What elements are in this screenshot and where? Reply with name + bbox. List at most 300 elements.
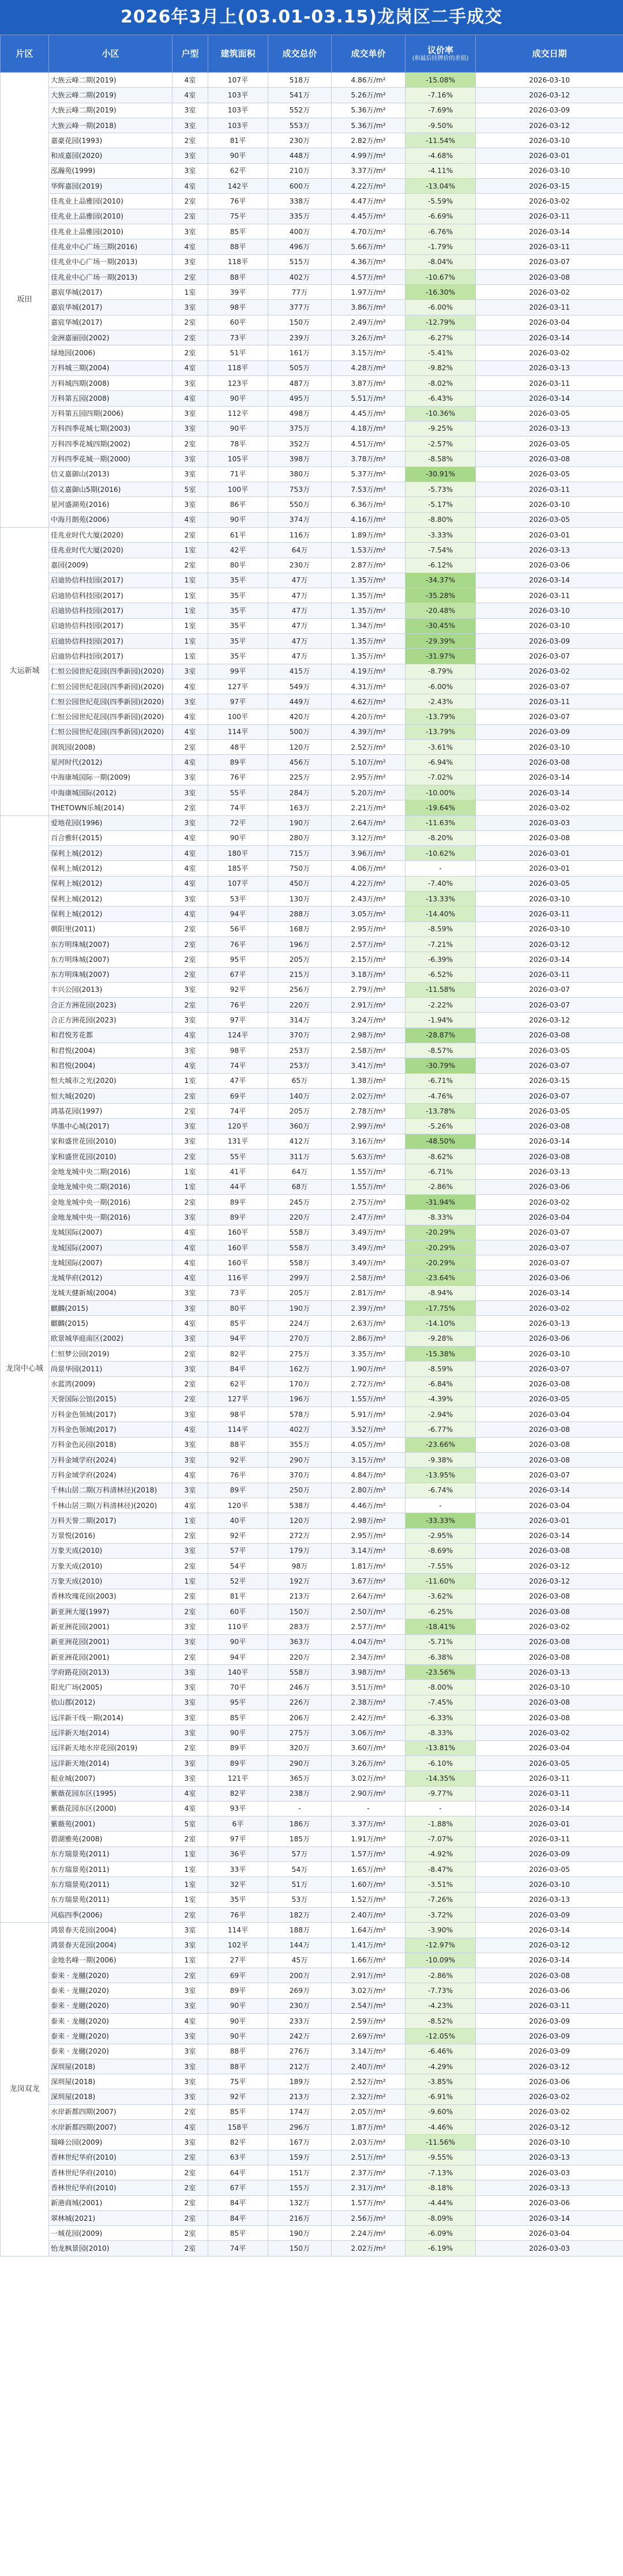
layout-cell: 3室 [172,224,208,239]
total-price-cell: 47万 [268,603,332,618]
total-price-cell: 190万 [268,1301,332,1316]
community-cell: 恒大城市之光(2020) [49,1073,172,1088]
table-row [1,437,623,452]
area-cell: 85平 [208,1710,268,1725]
community-cell: 信义嘉御山(2013) [49,467,172,482]
discount-cell: -7.69% [406,103,476,118]
date-cell: 2026-03-15 [476,179,623,194]
area-cell: 74平 [208,800,268,815]
community-cell: 阳光广场(2005) [49,1680,172,1695]
date-cell: 2026-03-07 [476,649,623,664]
discount-cell: -3.33% [406,527,476,542]
area-cell: 35平 [208,603,268,618]
unit-price-cell: 2.58万/m² [332,1043,406,1058]
date-cell: 2026-03-11 [476,967,623,982]
discount-cell: -2.43% [406,694,476,709]
total-price-cell: 549万 [268,679,332,694]
date-cell: 2026-03-07 [476,679,623,694]
table-row [1,2226,623,2241]
discount-cell: -4.11% [406,163,476,178]
community-cell: 瑞峰公园(2009) [49,2135,172,2150]
table-row [1,2059,623,2074]
date-cell: 2026-03-06 [476,558,623,573]
area-cell: 74平 [208,2241,268,2256]
discount-cell: -5.73% [406,482,476,497]
total-price-cell: 225万 [268,770,332,785]
transactions-table [0,35,623,2257]
table-row [1,133,623,148]
layout-cell: 1室 [172,1073,208,1088]
total-price-cell: 299万 [268,1270,332,1285]
community-cell: 鸿基花园(1997) [49,1104,172,1119]
discount-cell: -11.56% [406,2135,476,2150]
community-cell: 佳兆业上品雅园(2010) [49,194,172,209]
table-row [1,1149,623,1164]
community-cell: 紫薇花园东区(1995) [49,1786,172,1801]
date-cell: 2026-03-09 [476,103,623,118]
total-price-cell: 487万 [268,375,332,390]
total-price-cell: 355万 [268,1437,332,1452]
date-cell: 2026-03-05 [476,876,623,891]
total-price-cell: 144万 [268,1938,332,1953]
table-row [1,861,623,876]
header-community: 小区 [49,35,172,73]
unit-price-cell: 2.51万/m² [332,2150,406,2165]
total-price-cell: 196万 [268,937,332,952]
discount-cell: -12.79% [406,315,476,330]
total-price-cell: 290万 [268,1453,332,1468]
area-cell: 95平 [208,1695,268,1710]
unit-price-cell: 1.97万/m² [332,285,406,300]
district-cell: 龙岗中心城 [1,815,49,1923]
table-row [1,815,623,830]
total-price-cell: 276万 [268,2044,332,2059]
date-cell: 2026-03-13 [476,2180,623,2195]
area-cell: 142平 [208,179,268,194]
layout-cell: 3室 [172,1998,208,2013]
discount-cell: -19.64% [406,800,476,815]
table-row [1,740,623,755]
community-cell: 欧景城华庭南区(2002) [49,1331,172,1346]
date-cell: 2026-03-08 [476,1119,623,1134]
date-cell: 2026-03-07 [476,1468,623,1483]
discount-cell: -31.94% [406,1194,476,1209]
table-row [1,1270,623,1285]
community-cell: 泰来 · 龙樾(2020) [49,1968,172,1983]
table-row [1,1240,623,1255]
table-row [1,88,623,103]
date-cell: 2026-03-12 [476,1938,623,1953]
community-cell: 万象天成(2010) [49,1574,172,1589]
layout-cell: 3室 [172,1923,208,1938]
unit-price-cell: 2.69万/m² [332,2029,406,2044]
layout-cell: 4室 [172,1255,208,1270]
discount-cell: -2.22% [406,998,476,1013]
discount-cell: -3.85% [406,2074,476,2089]
table-row [1,1847,623,1862]
area-cell: 42平 [208,543,268,558]
area-cell: 86平 [208,497,268,512]
discount-cell: -9.55% [406,2150,476,2165]
total-price-cell: 239万 [268,330,332,345]
date-cell: 2026-03-08 [476,1968,623,1983]
discount-cell: -6.27% [406,330,476,345]
community-cell: 远洋新天地水岸花园(2019) [49,1740,172,1755]
total-price-cell: 233万 [268,2014,332,2029]
discount-cell: -1.94% [406,1013,476,1028]
discount-cell: -17.75% [406,1301,476,1316]
unit-price-cell: 2.99万/m² [332,1119,406,1134]
layout-cell: 2室 [172,2195,208,2210]
table-row [1,1316,623,1331]
unit-price-cell: 3.02万/m² [332,1983,406,1998]
discount-cell: -8.47% [406,1862,476,1877]
community-cell: 恒大城(2020) [49,1088,172,1103]
total-price-cell: 230万 [268,1998,332,2013]
date-cell: 2026-03-12 [476,1013,623,1028]
date-cell: 2026-03-10 [476,740,623,755]
date-cell: 2026-03-08 [476,1695,623,1710]
date-cell: 2026-03-04 [476,2226,623,2241]
community-cell: 万科四季花城七期(2003) [49,421,172,436]
discount-cell: -2.95% [406,1528,476,1543]
unit-price-cell: 1.35万/m² [332,573,406,588]
area-cell: 103平 [208,88,268,103]
layout-cell: 1室 [172,633,208,648]
area-cell: 85平 [208,2104,268,2119]
total-price-cell: 162万 [268,1362,332,1377]
layout-cell: 3室 [172,1210,208,1225]
community-cell: 东方明珠城(2007) [49,967,172,982]
unit-price-cell: 4.19万/m² [332,664,406,679]
unit-price-cell: 2.79万/m² [332,982,406,997]
unit-price-cell: 2.32万/m² [332,2089,406,2104]
area-cell: 41平 [208,1164,268,1179]
total-price-cell: 220万 [268,1210,332,1225]
area-cell: 90平 [208,2029,268,2044]
layout-cell: 4室 [172,1498,208,1513]
discount-cell: -16.30% [406,285,476,300]
discount-cell: -6.76% [406,224,476,239]
table-row [1,360,623,375]
unit-price-cell: 5.51万/m² [332,391,406,406]
date-cell: 2026-03-13 [476,1164,623,1179]
date-cell: 2026-03-05 [476,1104,623,1119]
total-price-cell: 296万 [268,2120,332,2135]
discount-cell: -34.37% [406,573,476,588]
area-cell: 98平 [208,300,268,315]
total-price-cell: 505万 [268,360,332,375]
discount-cell: - [406,1498,476,1513]
community-cell: 百合雅轩(2015) [49,830,172,845]
total-price-cell: 230万 [268,558,332,573]
discount-cell: -7.13% [406,2165,476,2180]
community-cell: 仁恒公园世纪花园(四季新园)(2020) [49,664,172,679]
area-cell: 55平 [208,1149,268,1164]
date-cell: 2026-03-02 [476,345,623,360]
community-cell: 星河盛湖苑(2016) [49,497,172,512]
unit-price-cell: 3.14万/m² [332,2044,406,2059]
unit-price-cell: 2.58万/m² [332,1270,406,1285]
area-cell: 88平 [208,2059,268,2074]
layout-cell: 3室 [172,1695,208,1710]
discount-cell: -8.02% [406,375,476,390]
unit-price-cell: 3.14万/m² [332,1543,406,1558]
discount-cell: -31.97% [406,649,476,664]
date-cell: 2026-03-06 [476,1270,623,1285]
date-cell: 2026-03-07 [476,1088,623,1103]
total-price-cell: 54万 [268,1862,332,1877]
discount-cell: -23.66% [406,1437,476,1452]
date-cell: 2026-03-03 [476,2165,623,2180]
total-price-cell: 550万 [268,497,332,512]
community-cell: 华辉嘉园(2019) [49,179,172,194]
area-cell: 114平 [208,724,268,739]
table-row [1,1543,623,1558]
date-cell: 2026-03-08 [476,1377,623,1392]
layout-cell: 2室 [172,952,208,967]
date-cell: 2026-03-05 [476,512,623,527]
community-cell: 水岸新都四期(2007) [49,2120,172,2135]
date-cell: 2026-03-01 [476,148,623,163]
table-row [1,375,623,390]
layout-cell: 1室 [172,1953,208,1968]
layout-cell: 3室 [172,815,208,830]
community-cell: 启迪协信科技园(2017) [49,603,172,618]
table-row [1,876,623,891]
layout-cell: 1室 [172,573,208,588]
total-price-cell: 210万 [268,163,332,178]
discount-cell: -23.56% [406,1665,476,1680]
date-cell: 2026-03-06 [476,1331,623,1346]
unit-price-cell: 1.55万/m² [332,1179,406,1194]
discount-cell: -4.92% [406,1847,476,1862]
layout-cell: 3室 [172,1285,208,1300]
layout-cell: 3室 [172,497,208,512]
layout-cell: 4室 [172,2120,208,2135]
discount-cell: -4.23% [406,1998,476,2013]
table-row [1,649,623,664]
community-cell: 和君悦芳花都 [49,1028,172,1043]
layout-cell: 3室 [172,1619,208,1634]
date-cell: 2026-03-05 [476,1862,623,1877]
area-cell: 114平 [208,1422,268,1437]
date-cell: 2026-03-14 [476,224,623,239]
total-price-cell: 250万 [268,1483,332,1498]
area-cell: 80平 [208,1301,268,1316]
unit-price-cell: 4.05万/m² [332,1437,406,1452]
discount-cell: -6.00% [406,679,476,694]
total-price-cell: 314万 [268,1013,332,1028]
total-price-cell: 47万 [268,588,332,603]
layout-cell: 4室 [172,1270,208,1285]
discount-cell: -4.44% [406,2195,476,2210]
area-cell: 97平 [208,1013,268,1028]
layout-cell: 2室 [172,1377,208,1392]
unit-price-cell: 4.04万/m² [332,1634,406,1649]
total-price-cell: 338万 [268,194,332,209]
date-cell: 2026-03-08 [476,1028,623,1043]
total-price-cell: 212万 [268,2059,332,2074]
table-row [1,1301,623,1316]
discount-cell: -1.79% [406,239,476,254]
community-cell: 保利上城(2012) [49,861,172,876]
date-cell: 2026-03-12 [476,2120,623,2135]
discount-cell: -7.40% [406,876,476,891]
unit-price-cell: 1.81万/m² [332,1559,406,1574]
total-price-cell: 415万 [268,664,332,679]
unit-price-cell: 2.34万/m² [332,1649,406,1664]
unit-price-cell: 2.81万/m² [332,1285,406,1300]
community-cell: 泰来 · 龙樾(2020) [49,1983,172,1998]
table-row [1,1194,623,1209]
header-discount-label: 议价率 [427,45,453,55]
total-price-cell: 269万 [268,1983,332,1998]
date-cell: 2026-03-12 [476,1559,623,1574]
layout-cell: 3室 [172,1119,208,1134]
table-row [1,452,623,467]
area-cell: 180平 [208,846,268,861]
discount-cell: -8.69% [406,1543,476,1558]
community-cell: 水岸新都四期(2007) [49,2104,172,2119]
table-row [1,2074,623,2089]
unit-price-cell: 3.96万/m² [332,846,406,861]
total-price-cell: 179万 [268,1543,332,1558]
area-cell: 92平 [208,1528,268,1543]
layout-cell: 1室 [172,1862,208,1877]
community-cell: 风临四季(2006) [49,1907,172,1922]
unit-price-cell: 2.39万/m² [332,1301,406,1316]
table-row [1,1088,623,1103]
layout-cell: 2室 [172,133,208,148]
table-row [1,755,623,770]
community-cell: 金地龙城中央二期(2016) [49,1179,172,1194]
layout-cell: 2室 [172,1559,208,1574]
discount-cell: -4.76% [406,1088,476,1103]
unit-price-cell: 3.37万/m² [332,163,406,178]
area-cell: 39平 [208,285,268,300]
discount-cell: -8.59% [406,1362,476,1377]
layout-cell: 3室 [172,1134,208,1149]
date-cell: 2026-03-04 [476,315,623,330]
layout-cell: 2室 [172,2104,208,2119]
unit-price-cell: 3.49万/m² [332,1225,406,1240]
area-cell: 80平 [208,558,268,573]
discount-cell: -4.39% [406,1392,476,1407]
discount-cell: -8.57% [406,1043,476,1058]
table-row [1,1832,623,1847]
unit-price-cell: 1.57万/m² [332,1847,406,1862]
total-price-cell: 290万 [268,1755,332,1770]
area-cell: 35平 [208,588,268,603]
date-cell: 2026-03-10 [476,1877,623,1892]
total-price-cell: 224万 [268,1316,332,1331]
discount-cell: -7.45% [406,1695,476,1710]
discount-cell: -8.33% [406,1210,476,1225]
layout-cell: 1室 [172,649,208,664]
community-cell: 香林玫瑰花园(2003) [49,1589,172,1604]
date-cell: 2026-03-04 [476,1407,623,1422]
area-cell: 160平 [208,1225,268,1240]
area-cell: 123平 [208,375,268,390]
discount-cell: -13.78% [406,1104,476,1119]
unit-price-cell: 2.57万/m² [332,1619,406,1634]
unit-price-cell: 3.05万/m² [332,907,406,922]
layout-cell: 4室 [172,755,208,770]
unit-price-cell: 5.10万/m² [332,755,406,770]
layout-cell: 4室 [172,1225,208,1240]
total-price-cell: 205万 [268,952,332,967]
table-row [1,209,623,224]
discount-cell: -7.54% [406,543,476,558]
layout-cell: 2室 [172,2241,208,2256]
unit-price-cell: 5.66万/m² [332,239,406,254]
discount-cell: -10.09% [406,1953,476,1968]
date-cell: 2026-03-11 [476,209,623,224]
community-cell: 泰来 · 龙樾(2020) [49,2014,172,2029]
date-cell: 2026-03-14 [476,1285,623,1300]
community-cell: 启迪协信科技园(2017) [49,573,172,588]
table-row [1,1877,623,1892]
table-row [1,1513,623,1528]
table-row [1,194,623,209]
date-cell: 2026-03-14 [476,1923,623,1938]
date-cell: 2026-03-04 [476,1740,623,1755]
total-price-cell: 456万 [268,755,332,770]
area-cell: 158平 [208,2120,268,2135]
date-cell: 2026-03-08 [476,452,623,467]
layout-cell: 1室 [172,285,208,300]
table-row [1,892,623,907]
unit-price-cell: 2.52万/m² [332,740,406,755]
unit-price-cell: 4.46万/m² [332,1498,406,1513]
date-cell: 2026-03-02 [476,800,623,815]
layout-cell: 2室 [172,2165,208,2180]
date-cell: 2026-03-08 [476,1453,623,1468]
discount-cell: -6.43% [406,391,476,406]
date-cell: 2026-03-11 [476,482,623,497]
community-cell: 和君悦(2004) [49,1043,172,1058]
date-cell: 2026-03-03 [476,815,623,830]
unit-price-cell: 3.26万/m² [332,330,406,345]
area-cell: 73平 [208,330,268,345]
unit-price-cell: 3.16万/m² [332,1134,406,1149]
date-cell: 2026-03-08 [476,1589,623,1604]
date-cell: 2026-03-01 [476,846,623,861]
table-row [1,345,623,360]
date-cell: 2026-03-01 [476,1817,623,1832]
discount-cell: -9.82% [406,360,476,375]
table-row [1,998,623,1013]
unit-price-cell: 2.82万/m² [332,133,406,148]
total-price-cell: 215万 [268,967,332,982]
date-cell: 2026-03-12 [476,1574,623,1589]
layout-cell: 3室 [172,1983,208,1998]
community-cell: 万象天成(2010) [49,1543,172,1558]
layout-cell: 3室 [172,1665,208,1680]
community-cell: 东方瑞景苑(2011) [49,1862,172,1877]
unit-price-cell: 4.39万/m² [332,724,406,739]
total-price-cell: 189万 [268,2074,332,2089]
community-cell: 万景悦(2016) [49,1528,172,1543]
total-price-cell: 412万 [268,1134,332,1149]
area-cell: 35平 [208,1892,268,1907]
unit-price-cell: 4.22万/m² [332,179,406,194]
community-cell: 保利上城(2012) [49,846,172,861]
area-cell: 90平 [208,830,268,845]
community-cell: 千林山居二期(万科清林径)(2018) [49,1483,172,1498]
community-cell: 东方瑞景苑(2011) [49,1892,172,1907]
